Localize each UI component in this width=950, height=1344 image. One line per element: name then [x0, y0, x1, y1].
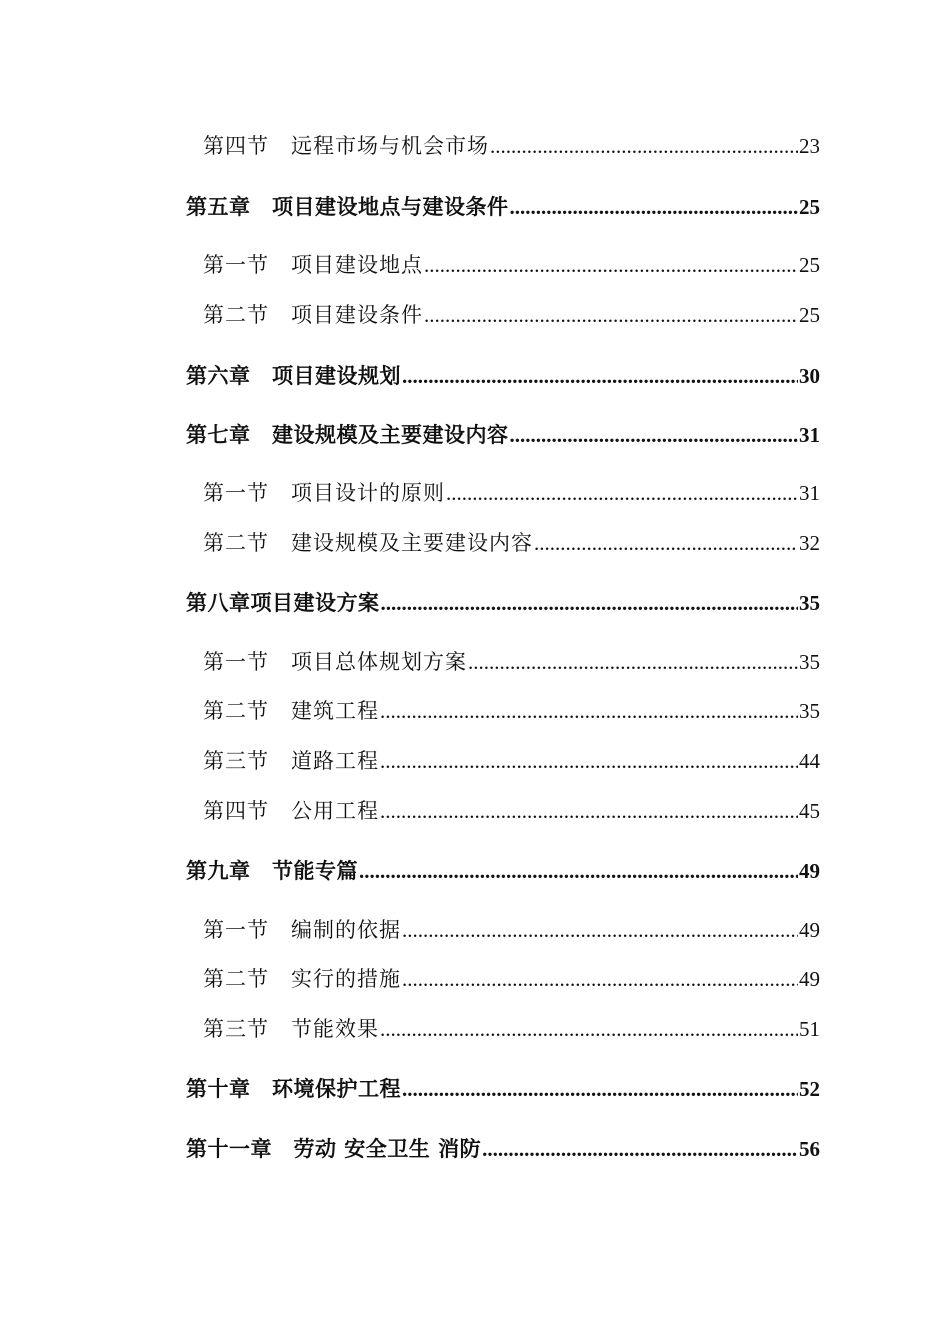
toc-entry-title: 第二节 项目建设条件: [203, 303, 423, 327]
toc-entry[interactable]: [203, 533, 820, 554]
toc-entry[interactable]: [186, 424, 820, 446]
toc-page-number: 31: [799, 423, 820, 447]
toc-page-number: 52: [799, 1077, 820, 1101]
toc-entry[interactable]: [203, 801, 820, 822]
toc-entry[interactable]: [203, 136, 820, 157]
toc-page-number: 49: [799, 859, 820, 883]
toc-page-number: 25: [799, 195, 820, 219]
toc-entry-title: 第三节 道路工程: [203, 749, 379, 773]
toc-entry-title: 第九章 节能专篇: [186, 858, 358, 883]
toc-entry[interactable]: [186, 365, 820, 387]
toc-entry-title: 第五章 项目建设地点与建设条件: [186, 194, 509, 219]
toc-entry-title: 第一节 项目建设地点: [203, 253, 423, 277]
toc-entry[interactable]: [203, 652, 820, 673]
toc-entry-title: 第十章 环境保护工程: [186, 1076, 401, 1101]
toc-entry[interactable]: [203, 305, 820, 326]
toc-entry[interactable]: [186, 1078, 820, 1100]
toc-leader-dots: [424, 305, 798, 326]
toc-leader-dots: [510, 197, 799, 218]
toc-entry-title: 第六章 项目建设规划: [186, 363, 401, 388]
toc-page-number: 49: [799, 967, 820, 991]
toc-entry-title: 第四节 远程市场与机会市场: [203, 134, 489, 158]
toc-page-number: 35: [799, 650, 820, 674]
toc-leader-dots: [446, 483, 798, 504]
toc-entry-title: 第一节 编制的依据: [203, 918, 401, 942]
toc-entry[interactable]: [203, 969, 820, 990]
toc-page-number: 25: [799, 253, 820, 277]
toc-leader-dots: [402, 969, 798, 990]
toc-leader-dots: [402, 920, 798, 941]
toc-page-number: 25: [799, 303, 820, 327]
toc-leader-dots: [424, 255, 798, 276]
toc-page-number: 35: [799, 591, 820, 615]
toc-entry-title: 第七章 建设规模及主要建设内容: [186, 422, 509, 447]
toc-leader-dots: [380, 1019, 798, 1040]
toc-entry[interactable]: [203, 751, 820, 772]
toc-page-number: 45: [799, 799, 820, 823]
toc-entry-title: 第二节 建筑工程: [203, 699, 379, 723]
toc-leader-dots: [402, 366, 798, 387]
toc-page-number: 23: [799, 134, 820, 158]
toc-entry-title: 第四节 公用工程: [203, 799, 379, 823]
toc-entry[interactable]: [186, 196, 820, 218]
toc-entry-title: 第二节 建设规模及主要建设内容: [203, 531, 533, 555]
toc-entry[interactable]: [203, 255, 820, 276]
toc-leader-dots: [381, 593, 799, 614]
toc-page-number: 49: [799, 918, 820, 942]
toc-leader-dots: [534, 533, 798, 554]
toc-entry-title: 第三节 节能效果: [203, 1017, 379, 1041]
toc-page-number: 31: [799, 481, 820, 505]
toc-entry[interactable]: [203, 483, 820, 504]
toc-entry[interactable]: [186, 860, 820, 882]
toc-entry[interactable]: [203, 701, 820, 722]
toc-entry-title: 第一节 项目设计的原则: [203, 481, 445, 505]
toc-entry-title: 第十一章 劳动 安全卫生 消防: [186, 1136, 482, 1161]
toc-page-number: 51: [799, 1017, 820, 1041]
toc-entry[interactable]: [186, 1138, 820, 1160]
toc-entry[interactable]: [186, 592, 820, 614]
toc-entry-title: 第一节 项目总体规划方案: [203, 650, 467, 674]
toc-page-number: 32: [799, 531, 820, 555]
toc-page-number: 44: [799, 749, 820, 773]
toc-leader-dots: [402, 1079, 798, 1100]
toc-page-number: 56: [799, 1137, 820, 1161]
toc-leader-dots: [468, 652, 798, 673]
toc-page-number: 30: [799, 364, 820, 388]
toc-leader-dots: [359, 861, 798, 882]
toc-leader-dots: [482, 1139, 798, 1160]
toc-leader-dots: [490, 136, 798, 157]
toc-leader-dots: [380, 701, 798, 722]
toc-entry[interactable]: [203, 1019, 820, 1040]
toc-leader-dots: [510, 425, 799, 446]
toc-leader-dots: [380, 751, 798, 772]
toc-entry[interactable]: [203, 920, 820, 941]
toc-page-number: 35: [799, 699, 820, 723]
toc-leader-dots: [380, 801, 798, 822]
toc-entry-title: 第二节 实行的措施: [203, 967, 401, 991]
toc-entry-title: 第八章项目建设方案: [186, 590, 380, 615]
